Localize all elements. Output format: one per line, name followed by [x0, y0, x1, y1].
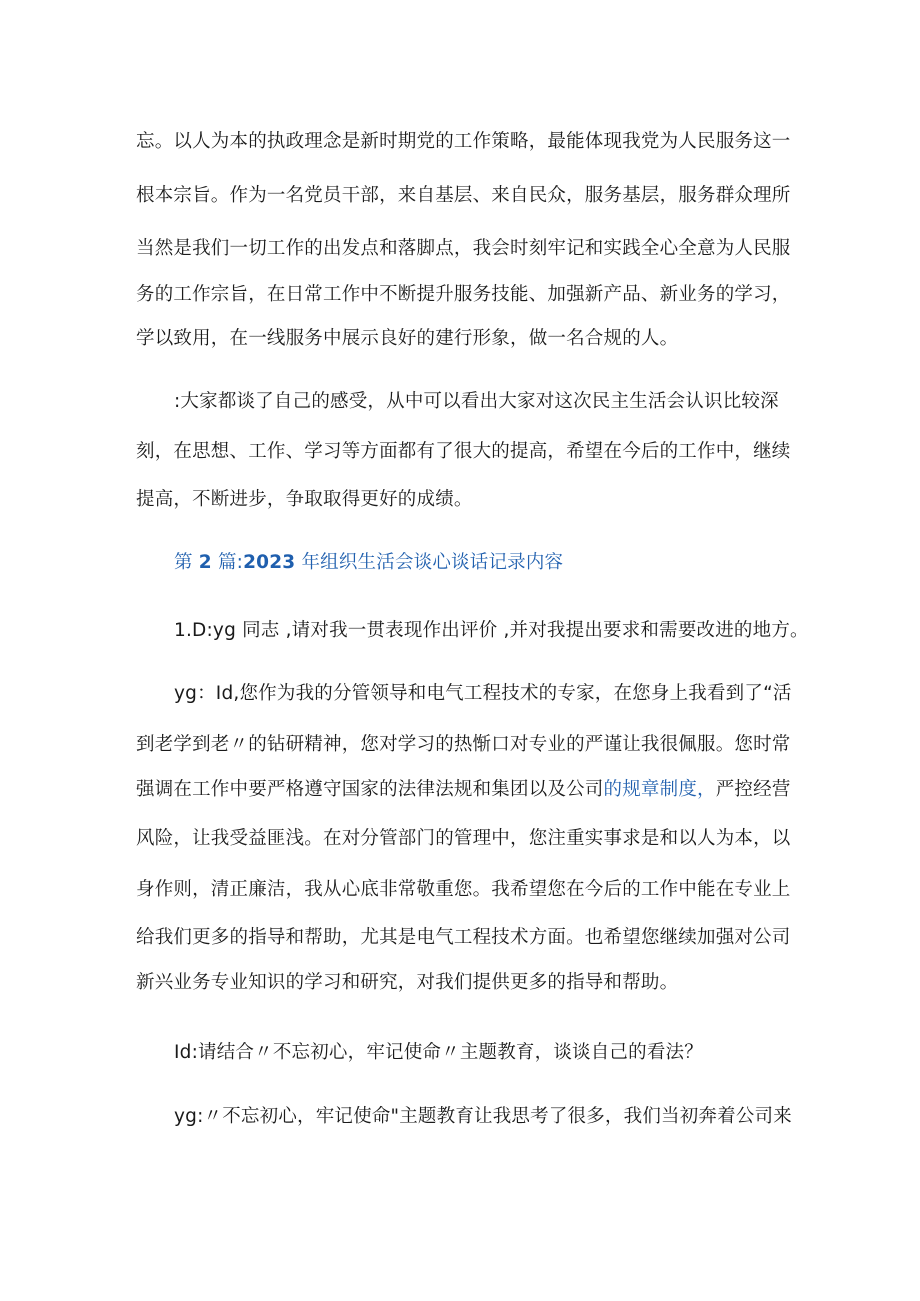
- answer1-line-3-tail: 严控经营: [715, 779, 791, 800]
- question-1: 1.D:yg 同志 ,请对我一贯表现作出评价 ,并对我提出要求和需要改进的地方。: [174, 620, 809, 641]
- paragraph1-line-4: 务的工作宗旨，在日常工作中不断提升服务技能、加强新产品、新业务的学习，: [136, 284, 791, 305]
- answer1-line-4: 风险，让我受益匪浅。在对分管部门的管理中，您注重实事求是和以人为本，以: [136, 828, 791, 849]
- paragraph1-line-3: 当然是我们一切工作的出发点和落脚点，我会时刻牢记和实践全心全意为人民服: [136, 238, 791, 259]
- section-heading: [174, 550, 563, 576]
- answer1-line-3-text: 强调在工作中要严格遵守国家的法律法规和集团以及公司: [136, 779, 604, 800]
- answer1-line-3: [136, 777, 791, 803]
- paragraph2-line-1: :大家都谈了自己的感受，从中可以看出大家对这次民主生活会认识比较深: [174, 391, 779, 412]
- regulations-link[interactable]: 的规章制度，: [603, 779, 716, 800]
- paragraph1-line-2: 根本宗旨。作为一名党员干部，来自基层、来自民众，服务基层，服务群众理所: [136, 185, 791, 206]
- answer1-line-1: yg：Id,您作为我的分管领导和电气工程技术的专家，在您身上我看到了“活: [174, 683, 792, 704]
- answer1-line-2: 到老学到老〃的钻研精神，您对学习的热惭口对专业的严谨让我很佩服。您时常: [136, 734, 791, 755]
- answer1-line-5: 身作则，清正廉洁，我从心底非常敬重您。我希望您在今后的工作中能在专业上: [136, 879, 791, 900]
- answer1-line-6: 给我们更多的指导和帮助，尤其是电气工程技术方面。也希望您继续加强对公司: [136, 927, 791, 948]
- answer2-line-1: yg:〃不忘初心，牢记使命"主题教育让我思考了很多，我们当初奔着公司来: [174, 1106, 792, 1127]
- answer1-line-7: 新兴业务专业知识的学习和研究，对我们提供更多的指导和帮助。: [136, 972, 679, 993]
- heading-prefix: 第: [174, 552, 199, 573]
- paragraph2-line-3: 提高，不断进步，争取取得更好的成绩。: [136, 489, 473, 510]
- heading-number: 2: [198, 552, 212, 573]
- paragraph1-line-1: 忘。以人为本的执政理念是新时期党的工作策略，最能体现我党为人民服务这一: [136, 131, 791, 152]
- heading-title: 年组织生活会谈心谈话记录内容: [295, 552, 564, 573]
- question-2: Id:请结合〃不忘初心，牢记使命〃主题教育，谈谈自己的看法？: [174, 1042, 703, 1063]
- heading-mid: 篇:: [211, 552, 244, 573]
- paragraph2-line-2: 刻，在思想、工作、学习等方面都有了很大的提高，希望在今后的工作中，继续: [136, 441, 791, 462]
- paragraph1-line-5: 学以致用，在一线服务中展示良好的建行形象，做一名合规的人。: [136, 328, 679, 349]
- heading-year: 2023: [243, 552, 296, 573]
